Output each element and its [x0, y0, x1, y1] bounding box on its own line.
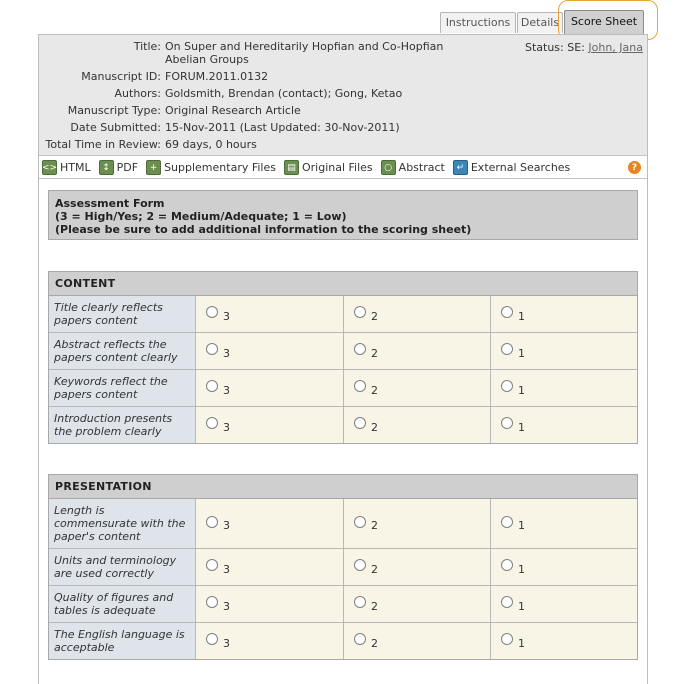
score-option-2[interactable]	[344, 296, 491, 332]
radio-button[interactable]	[354, 417, 366, 429]
criterion-label: Title clearly reflects papers content	[49, 296, 196, 332]
assessment-scale: (3 = High/Yes; 2 = Medium/Adequate; 1 = Low)	[55, 210, 347, 223]
manuscript-info	[39, 35, 647, 156]
file-toolbar	[39, 157, 647, 179]
radio-button[interactable]	[501, 380, 513, 392]
radio-button[interactable]	[206, 516, 218, 528]
score-option-2[interactable]	[344, 370, 491, 406]
section-title: CONTENT	[49, 272, 637, 296]
score-sheet-panel	[38, 34, 648, 684]
criterion-row	[49, 296, 637, 333]
pdf-button[interactable]	[99, 160, 138, 175]
option-label: 2	[371, 346, 378, 360]
original-files-button[interactable]	[284, 160, 373, 175]
radio-button[interactable]	[354, 306, 366, 318]
radio-button[interactable]	[501, 559, 513, 571]
tab-instructions[interactable]: Instructions	[440, 12, 516, 33]
radio-button[interactable]	[501, 343, 513, 355]
criterion-label: Quality of figures and tables is adequate	[49, 586, 196, 622]
status-label: Status: SE:	[524, 41, 585, 54]
authors-label: Authors:	[114, 87, 161, 100]
score-option-2[interactable]	[344, 586, 491, 622]
score-option-3[interactable]	[196, 370, 344, 406]
manuscript-type-value: Original Research Article	[165, 104, 301, 117]
radio-button[interactable]	[354, 633, 366, 645]
date-submitted-value: 15-Nov-2011 (Last Updated: 30-Nov-2011)	[165, 121, 400, 134]
radio-button[interactable]	[206, 633, 218, 645]
tab-details[interactable]: Details	[517, 12, 563, 33]
score-option-2[interactable]	[344, 623, 491, 659]
supplementary-files-label: Supplementary Files	[164, 161, 276, 174]
criterion-row	[49, 586, 637, 623]
assessment-note: (Please be sure to add additional information to the scoring sheet)	[55, 223, 472, 236]
option-label: 1	[518, 346, 525, 360]
html-icon: <>	[42, 160, 57, 175]
radio-button[interactable]	[206, 596, 218, 608]
tab-score-sheet[interactable]: Score Sheet	[564, 10, 644, 35]
document-icon: ▤	[284, 160, 299, 175]
radio-button[interactable]	[354, 516, 366, 528]
status	[525, 41, 643, 54]
presentation-section	[48, 474, 638, 660]
external-searches-label: External Searches	[470, 161, 571, 174]
score-option-1[interactable]	[491, 407, 637, 443]
score-option-2[interactable]	[344, 499, 491, 548]
score-option-3[interactable]	[196, 296, 344, 332]
radio-button[interactable]	[354, 380, 366, 392]
html-button[interactable]	[42, 160, 91, 175]
assessment-form-header	[48, 190, 638, 240]
option-label: 1	[518, 309, 525, 323]
status-editor-link[interactable]: John, Jana	[588, 41, 643, 54]
score-option-3[interactable]	[196, 623, 344, 659]
criterion-row	[49, 623, 637, 659]
criterion-label: Length is commensurate with the paper's content	[49, 499, 196, 548]
criterion-label: Keywords reflect the papers content	[49, 370, 196, 406]
option-label: 1	[518, 599, 525, 613]
radio-button[interactable]	[354, 343, 366, 355]
criterion-label: The English language is acceptable	[49, 623, 196, 659]
manuscript-id-value: FORUM.2011.0132	[165, 70, 269, 83]
option-label: 1	[518, 383, 525, 397]
title-value: On Super and Hereditarily Hopfian and Co-Hopfian Abelian Groups	[165, 40, 444, 66]
score-option-2[interactable]	[344, 333, 491, 369]
option-label: 1	[518, 562, 525, 576]
criterion-row	[49, 499, 637, 549]
option-label: 2	[371, 562, 378, 576]
plus-icon: +	[146, 160, 161, 175]
score-option-1[interactable]	[491, 623, 637, 659]
score-option-3[interactable]	[196, 499, 344, 548]
manuscript-type-label: Manuscript Type:	[67, 104, 161, 117]
option-label: 2	[371, 383, 378, 397]
content-section	[48, 271, 638, 444]
score-option-1[interactable]	[491, 586, 637, 622]
option-label: 1	[518, 519, 525, 532]
score-option-3[interactable]	[196, 407, 344, 443]
option-label: 2	[371, 420, 378, 434]
option-label: 2	[371, 309, 378, 323]
radio-button[interactable]	[354, 559, 366, 571]
option-label: 3	[223, 383, 230, 397]
criterion-label: Units and terminology are used correctly	[49, 549, 196, 585]
title-label: Title:	[133, 40, 161, 53]
option-label: 1	[518, 636, 525, 650]
radio-button[interactable]	[501, 516, 513, 528]
radio-button[interactable]	[206, 380, 218, 392]
radio-button[interactable]	[206, 343, 218, 355]
option-label: 3	[223, 346, 230, 360]
criterion-label: Abstract reflects the papers content clearly	[49, 333, 196, 369]
abstract-label: Abstract	[398, 161, 445, 174]
pdf-icon: ↕	[99, 160, 114, 175]
criterion-row	[49, 549, 637, 586]
option-label: 3	[223, 519, 230, 532]
option-label: 3	[223, 420, 230, 434]
supplementary-files-button[interactable]	[146, 160, 276, 175]
option-label: 2	[371, 599, 378, 613]
abstract-icon: ○	[381, 160, 396, 175]
authors-value: Goldsmith, Brendan (contact); Gong, Ketao	[165, 87, 403, 100]
pdf-label: PDF	[116, 161, 139, 174]
external-link-icon: ↵	[453, 160, 468, 175]
time-in-review-value: 69 days, 0 hours	[165, 138, 257, 151]
option-label: 3	[223, 636, 230, 650]
time-in-review-label: Total Time in Review:	[45, 138, 161, 151]
radio-button[interactable]	[501, 633, 513, 645]
score-option-2[interactable]	[344, 549, 491, 585]
criterion-label: Introduction presents the problem clearly	[49, 407, 196, 443]
section-title: PRESENTATION	[49, 475, 637, 499]
option-label: 3	[223, 562, 230, 576]
score-option-1[interactable]	[491, 296, 637, 332]
option-label: 2	[371, 519, 378, 532]
criterion-row	[49, 407, 637, 443]
original-files-label: Original Files	[301, 161, 373, 174]
abstract-button[interactable]	[381, 160, 445, 175]
option-label: 3	[223, 599, 230, 613]
score-option-3[interactable]	[196, 586, 344, 622]
external-searches-button[interactable]	[453, 160, 570, 175]
score-option-1[interactable]	[491, 370, 637, 406]
radio-button[interactable]	[501, 306, 513, 318]
score-option-3[interactable]	[196, 333, 344, 369]
criterion-row	[49, 333, 637, 370]
manuscript-id-label: Manuscript ID:	[81, 70, 161, 83]
score-option-2[interactable]	[344, 407, 491, 443]
assessment-title: Assessment Form	[55, 197, 165, 210]
option-label: 2	[371, 636, 378, 650]
score-option-1[interactable]	[491, 333, 637, 369]
radio-button[interactable]	[354, 596, 366, 608]
radio-button[interactable]	[501, 417, 513, 429]
help-icon[interactable]: ?	[628, 161, 641, 174]
score-option-1[interactable]	[491, 499, 637, 548]
score-option-1[interactable]	[491, 549, 637, 585]
radio-button[interactable]	[206, 417, 218, 429]
option-label: 3	[223, 309, 230, 323]
option-label: 1	[518, 420, 525, 434]
radio-button[interactable]	[206, 559, 218, 571]
radio-button[interactable]	[501, 596, 513, 608]
html-label: HTML	[60, 161, 91, 174]
radio-button[interactable]	[206, 306, 218, 318]
score-option-3[interactable]	[196, 549, 344, 585]
date-submitted-label: Date Submitted:	[70, 121, 161, 134]
criterion-row	[49, 370, 637, 407]
